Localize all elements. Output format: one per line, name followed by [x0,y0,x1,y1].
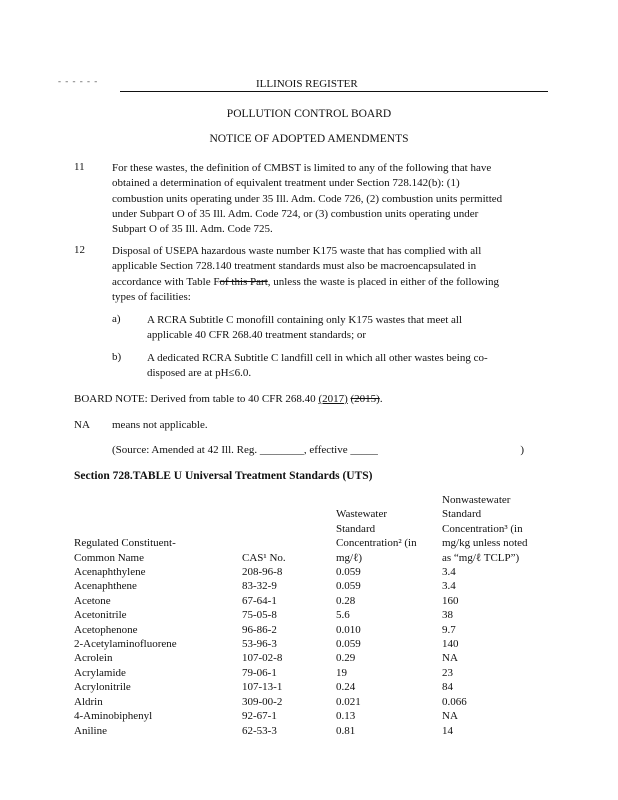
header-line: Standard [442,508,482,521]
nonwastewater-value: NA [442,652,458,665]
subitem-line: A dedicated RCRA Subtitle C landfill cell in which all other wastes being co- [147,352,488,364]
nonwastewater-value: 0.066 [442,695,467,708]
board-note-prefix: BOARD NOTE: [74,393,148,405]
header-line: as “mg/ℓ TCLP”) [442,551,520,564]
cas-number: 309-00-2 [242,695,283,708]
board-title: POLLUTION CONTROL BOARD [226,108,392,120]
wastewater-value: 19 [336,666,347,679]
constituent-name: Acenaphthylene [74,566,146,579]
wastewater-value: 0.81 [336,724,356,737]
table-row [74,709,554,723]
subitem-a-text [147,313,537,344]
struck-text: (2015) [350,393,380,405]
wastewater-value: 0.021 [336,695,361,708]
wastewater-value: 0.059 [336,638,361,651]
constituent-name: Acenaphthene [74,580,137,593]
nonwastewater-value: 160 [442,594,459,607]
wastewater-value: 0.059 [336,580,361,593]
wastewater-value: 5.6 [336,609,350,622]
cas-number: 92-67-1 [242,710,277,723]
table-row [74,579,554,593]
subitem-label: a) [112,313,121,325]
register-title: ILLINOIS REGISTER [256,78,358,90]
note-line: under Subpart O of 35 Ill. Adm. Code 724, or (3) combustion units operating under [112,207,479,220]
nonwastewater-value: 84 [442,681,453,694]
table-row [74,680,554,694]
header-constituent [74,493,242,565]
added-text: (2017) [318,393,348,405]
cas-number: 96-86-2 [242,623,277,636]
subitem-b-text [147,351,537,382]
notice-title: NOTICE OF ADOPTED AMENDMENTS [209,133,409,145]
nonwastewater-value: 14 [442,724,453,737]
constituent-name: 4-Aminobiphenyl [74,710,153,723]
cas-number: 67-64-1 [242,594,277,607]
source-text: (Source: Amended at 42 Ill. Reg. ________, effective _____ [112,444,378,456]
wastewater-value: 0.24 [336,681,356,694]
uts-table [74,493,554,738]
source-close-paren: ) [520,444,524,456]
cas-number: 62-53-3 [242,724,277,737]
cas-number: 107-02-8 [242,652,283,665]
wastewater-value: 0.28 [336,594,356,607]
note-line: obtained a determination of equivalent treatment under Section 728.142(b): (1) [112,177,460,190]
header-line: Concentration³ (in [442,522,523,535]
note-line [112,275,548,290]
nonwastewater-value: 3.4 [442,566,456,579]
nonwastewater-value: 3.4 [442,580,456,593]
note-line-after: , unless the waste is placed in either of the following [267,275,499,288]
board-note-text: Derived from table to 40 CFR 268.40 [147,393,319,405]
table-row [74,608,554,622]
na-label: NA [74,419,90,431]
wastewater-value: 0.059 [336,566,361,579]
table-row [74,637,554,651]
table-row [74,695,554,709]
note-12-text [112,244,548,305]
constituent-name: Acetonitrile [74,609,127,622]
wastewater-value: 0.13 [336,710,356,723]
constituent-name: Acetophenone [74,623,138,636]
uts-table-wrap [74,493,554,738]
table-header-row [74,493,554,565]
header-line: Standard [336,522,376,535]
constituent-name: 2-Acetylaminofluorene [74,638,177,651]
header-line: mg/ℓ) [336,551,363,564]
note-line: Disposal of USEPA hazardous waste number K175 waste that has complied with all [112,245,482,257]
header-cas: CAS¹ No. [242,551,286,564]
note-number: 12 [74,244,85,256]
subitem-line: disposed are at pH≤6.0. [147,367,252,380]
source-line [112,444,524,456]
subitem-line: A RCRA Subtitle C monofill containing only K175 wastes that meet all [147,314,463,326]
header-rule [120,91,548,92]
nonwastewater-value: 9.7 [442,623,456,636]
note-line: types of facilities: [112,290,191,303]
constituent-name: Aldrin [74,695,103,708]
note-11-text [112,161,548,237]
subitem-label: b) [112,351,122,363]
page-mark: - - - - - - [58,76,99,86]
constituent-name: Aniline [74,724,107,737]
board-note-suffix: . [379,393,383,405]
constituent-name: Acrolein [74,652,113,665]
cas-number: 208-96-8 [242,566,283,579]
nonwastewater-value: 23 [442,666,453,679]
nonwastewater-value: 38 [442,609,453,622]
subitem-line: applicable 40 CFR 268.40 treatment standards; or [147,329,367,342]
constituent-name: Acrylamide [74,666,126,679]
note-line: Subpart O of 35 Ill. Adm. Code 725. [112,223,273,236]
table-row [74,724,554,738]
nonwastewater-value: 140 [442,638,459,651]
header-line: Common Name [74,551,144,564]
na-text: means not applicable. [112,419,208,431]
header-wastewater [336,493,442,565]
note-line: combustion units operating under 35 Ill. Adm. Code 726, (2) combustion units permitted [112,192,503,205]
table-row [74,651,554,665]
cas-number: 83-32-9 [242,580,277,593]
header-line: Regulated Constituent- [74,537,176,550]
struck-text: of this Part [219,275,268,288]
header-line: Nonwastewater [442,494,511,506]
note-line: applicable Section 728.140 treatment standards must also be macroencapsulated in [112,260,477,273]
constituent-name: Acrylonitrile [74,681,131,694]
header-nonwastewater [442,493,554,565]
note-number: 11 [74,161,85,173]
section-title: Section 728.TABLE U Universal Treatment Standards (UTS) [74,470,373,482]
header-line: Wastewater [336,508,388,521]
header-line: mg/kg unless noted [442,537,528,550]
cas-number: 53-96-3 [242,638,277,651]
constituent-name: Acetone [74,594,111,607]
table-row [74,666,554,680]
header-line: Concentration² (in [336,537,417,550]
cas-number: 75-05-8 [242,609,277,622]
nonwastewater-value: NA [442,710,458,723]
note-line: For these wastes, the definition of CMBST is limited to any of the following that have [112,162,492,174]
cas-number: 79-06-1 [242,666,277,679]
table-row [74,565,554,579]
wastewater-value: 0.29 [336,652,356,665]
cas-number: 107-13-1 [242,681,283,694]
board-note [74,393,383,405]
note-line-before: accordance with Table F [112,275,220,288]
wastewater-value: 0.010 [336,623,361,636]
table-row [74,594,554,608]
table-row [74,623,554,637]
